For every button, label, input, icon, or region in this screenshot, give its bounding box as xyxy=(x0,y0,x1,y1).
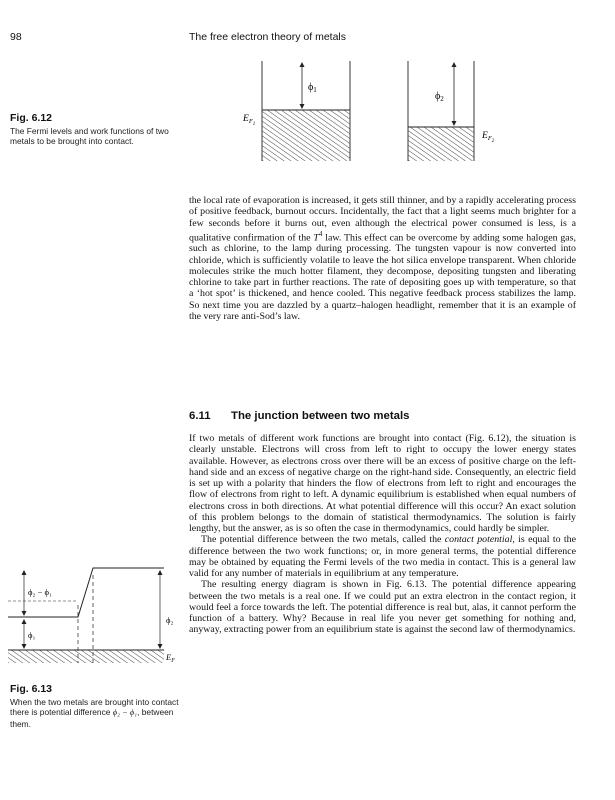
fig-6-12-label: Fig. 6.12 xyxy=(10,112,53,124)
section-heading xyxy=(189,410,409,422)
running-title: The free electron theory of metals xyxy=(189,31,346,43)
fig-6-13-diagram xyxy=(8,565,183,670)
phi2-label: $\phi_2$ xyxy=(435,91,444,103)
section-number: 6.11 xyxy=(189,410,211,422)
paragraph-2: The potential difference between the two metals, called the contact potential, is equal to the difference between the two work functions; or, in more general terms, the potential difference may be obtained by equating the Fermi levels of the two media in contact. This is a general law valid for any number of materials in equilibrium at any temperature. xyxy=(189,534,576,579)
fig-6-12-caption-block xyxy=(10,112,180,147)
metal-1-box xyxy=(262,61,350,161)
page-number: 98 xyxy=(10,31,22,43)
section-body xyxy=(189,433,576,636)
fig-6-12-caption: The Fermi levels and work functions of two metals to be brought into contact. xyxy=(10,126,169,147)
ef-label-13: $E_F$ xyxy=(166,652,175,664)
metal-2-box xyxy=(408,61,474,161)
phi1-label-13: ϕ₁ xyxy=(28,630,36,640)
phi2-label-13: ϕ₂ xyxy=(166,615,174,625)
fig-6-13-caption: When the two metals are brought into contact there is potential difference ϕ₂ − ϕ₁, between them. xyxy=(10,697,179,729)
phi1-label: $\phi_1$ xyxy=(308,82,317,94)
phi-diff-label: ϕ₂ − ϕ₁ xyxy=(28,587,52,597)
fig-6-13-label: Fig. 6.13 xyxy=(10,683,53,695)
paragraph-1: If two metals of different work functions are brought into contact (Fig. 6.12), the situation is clearly unstable. Electrons will cross from left to right to occupy the lower energy states available. However, as electrons cross over there will be an excess of positive charge on the left-hand side and an excess of negative charge on the right-hand side. Consequently, an electric field is set up with a polarity that hinders the flow of electrons from left to right and encourages the flow of electrons from right to left. A dynamic equilibrium is established when equal numbers of electrons cross in both directions. At what potential difference will this occur? An exact solution of this problem belongs to the domain of statistical thermodynamics. The solution is fairly lengthy, but the answer, as is so often the case in thermodynamics, could hardly be simpler. xyxy=(189,433,576,534)
fig-6-13-caption-block xyxy=(10,683,182,729)
ef2-label: $E_{F2}$ xyxy=(482,131,495,144)
paragraph-3: The resulting energy diagram is shown in Fig. 6.13. The potential difference appearing between the two metals is a real one. If we could put an extra electron in the contact region, it would feel a force towards the left. The potential difference is real but, alas, it cannot perform the function of a battery. Why? Because in real life you never get something for nothing and, anyway, extracting power from an equilibrium state is against the second law of thermodynamics. xyxy=(189,579,576,636)
fig-6-12-diagram xyxy=(230,55,530,185)
ef1-label: $E_{F1}$ xyxy=(243,114,256,127)
section-title: The junction between two metals xyxy=(231,410,410,422)
metal-hatch xyxy=(8,650,164,663)
paragraph-lamp: the local rate of evaporation is increased, it gets still thinner, and by a rapidly accelerating process of positive feedback, burnout occurs. Incidentally, the fact that a light seems much brighter for a few seconds before it burns out, even although the electrical power consumed is less, is a qualitative confirmation of the $T^4$ law. This effect can be overcome by adding some halogen gas, such as chlorine, to the lamp during processing. The tungsten vapour is now converted into chloride, which is sufficiently volatile to leave the hot silica envelope transparent. When chloride molecules strike the much hotter filament, they decompose, depositing tungsten and liberating chlorine to take part in further reactions. The rate of depositing goes up with temperature, so that a ‘hot spot’ is thickened, and hence cooled. This negative feedback process stabilizes the lamp. So next time you are dazzled by a quartz–halogen headlight, remember that it is an example of the very rare anti-Sod’s law. xyxy=(189,195,576,322)
